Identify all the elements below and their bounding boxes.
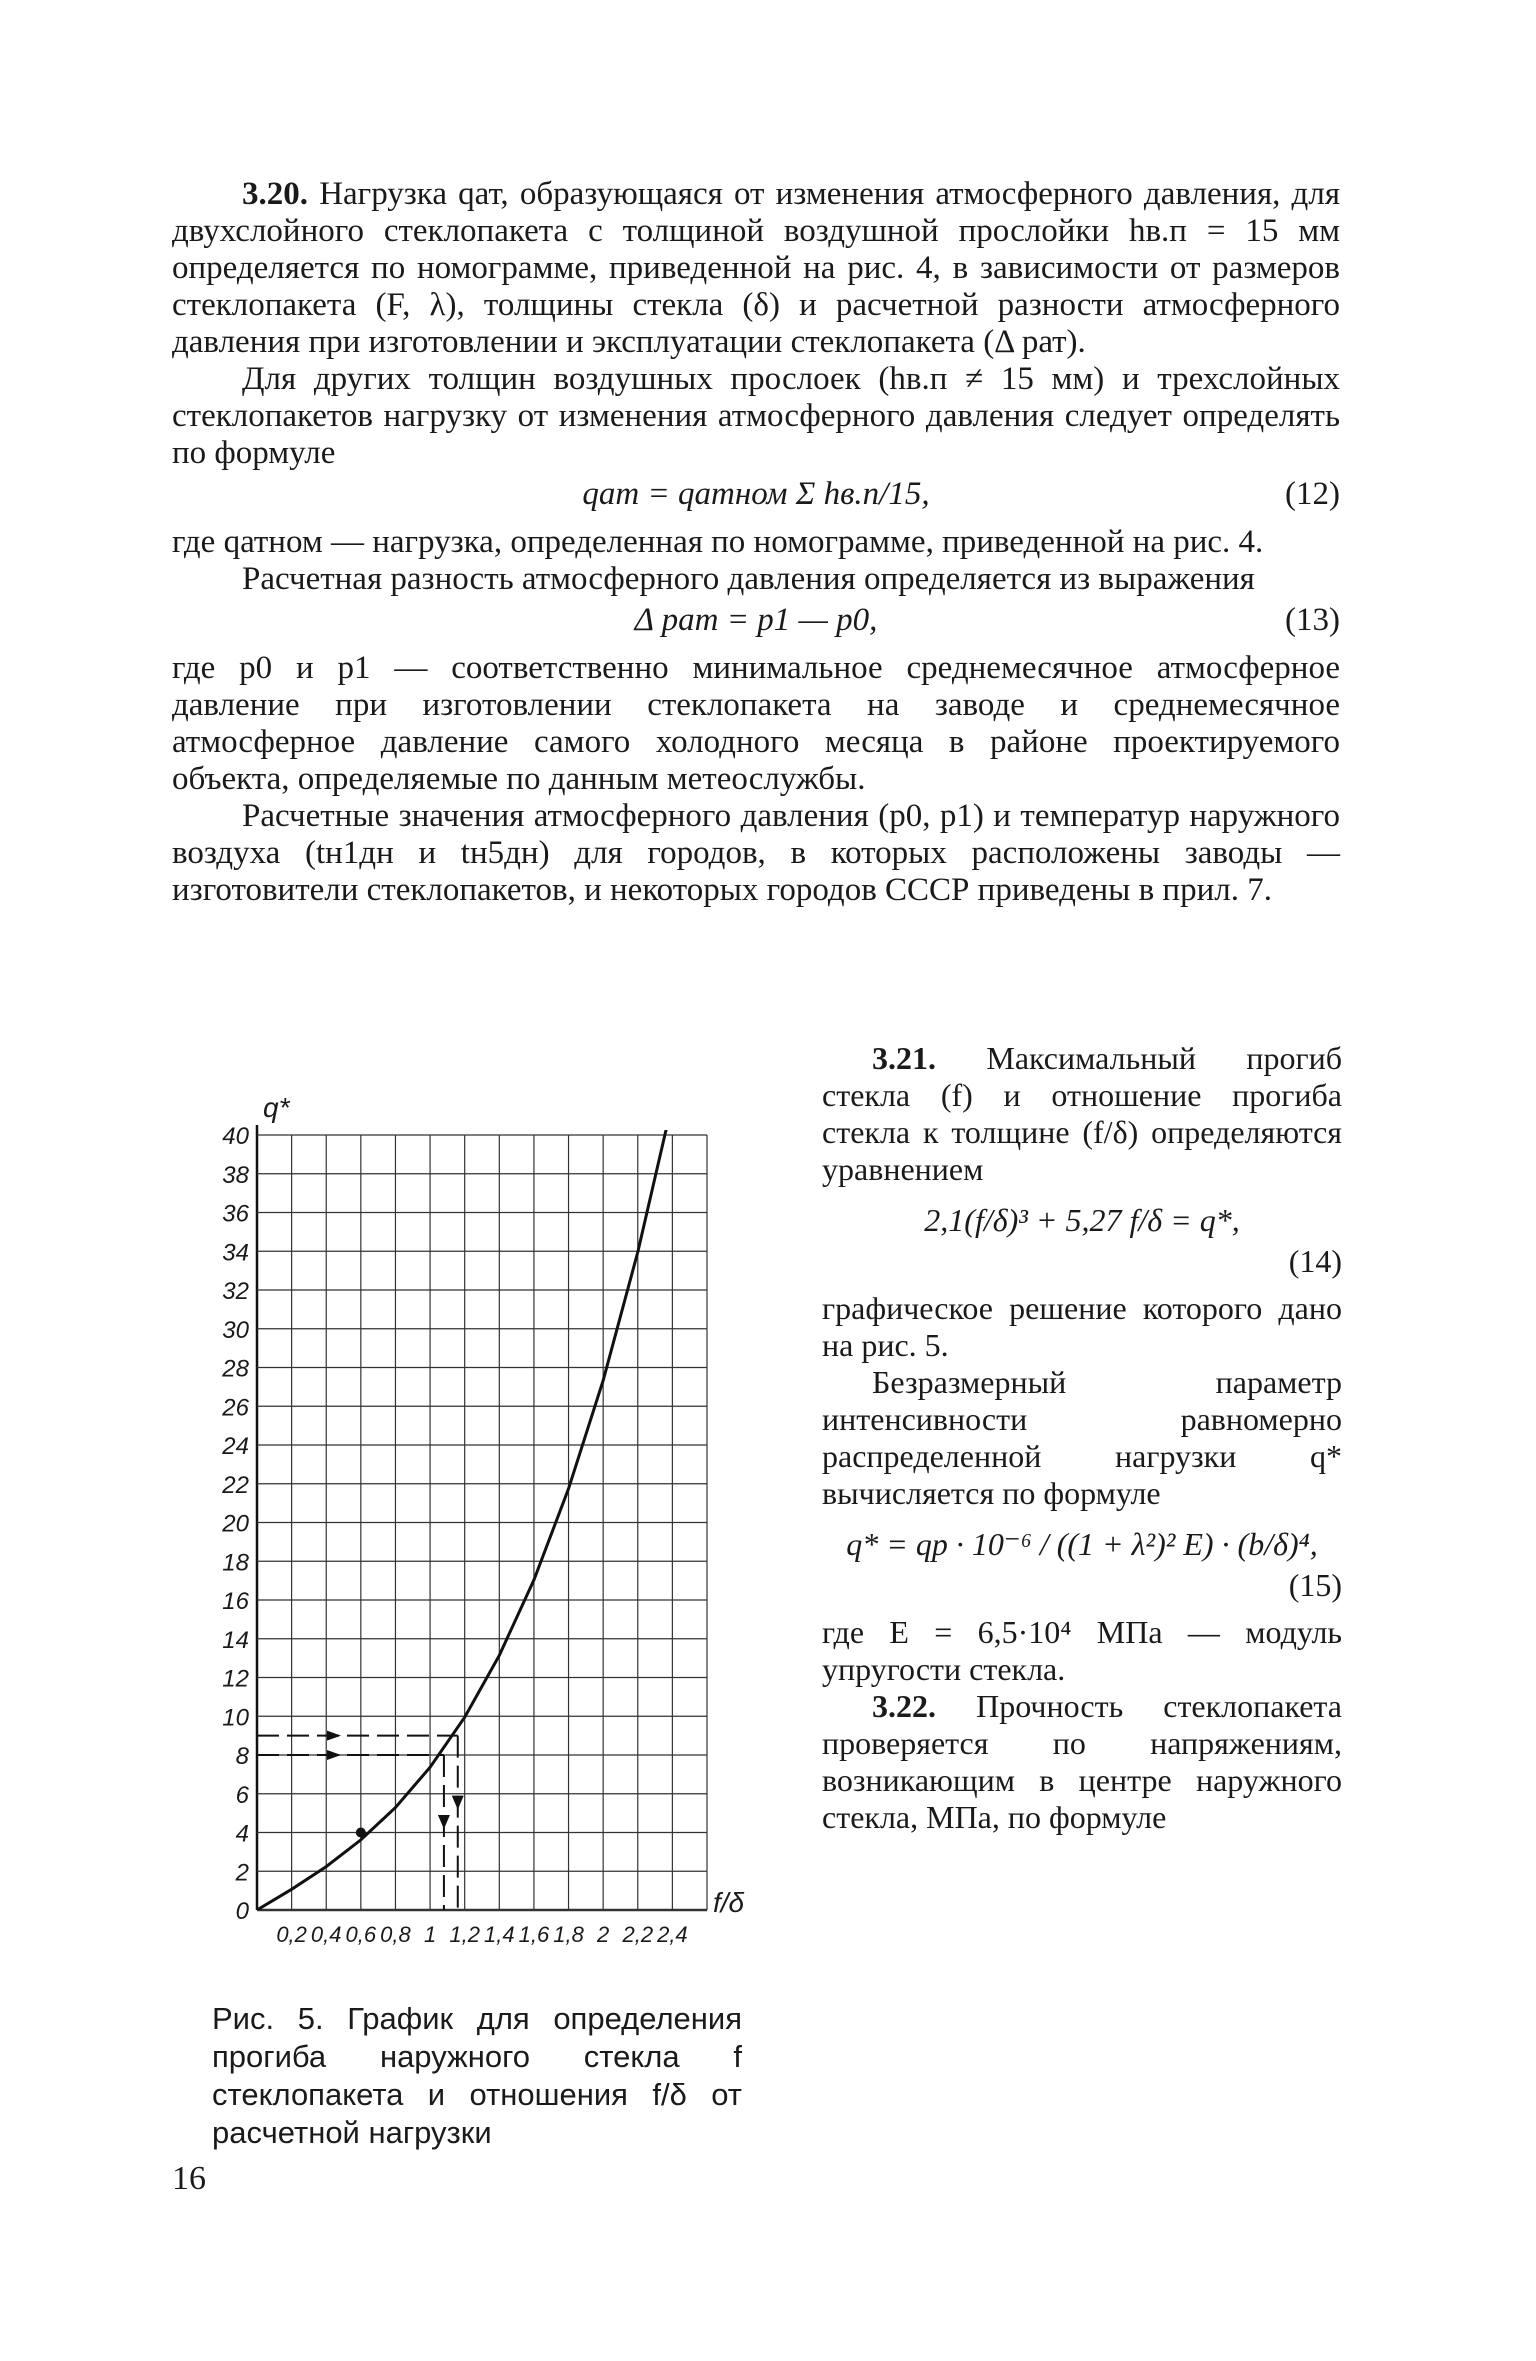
chart-y-label: q* [263,1092,290,1123]
y-tick-label: 18 [222,1549,249,1577]
x-tick-label: 2,2 [622,1922,654,1947]
chart-x-label: f/δ [713,1887,745,1918]
y-tick-label: 32 [222,1278,249,1305]
x-tick-label: 1 [423,1922,437,1947]
y-tick-label: 14 [222,1626,249,1654]
y-tick-label: 6 [235,1781,249,1809]
y-tick-label: 4 [235,1820,249,1848]
paragraph-320-3: где qатном — нагрузка, определенная по номограмме, приведенной на рис. 4. [172,524,1264,560]
y-tick-label: 12 [222,1665,249,1693]
paragraph-320-1 [172,176,1340,361]
guide-arrow-right [327,1731,341,1741]
text-321-1: Максимальный прогиб стекла (f) и отношение прогиба стекла к толщине (f/δ) определяются уравнением [822,1040,1342,1187]
text-322-1: Прочность стеклопакета проверяется по напряжениям, возникающим в центре наружного стекла, МПа, по формуле [822,1688,1342,1835]
x-tick-label: 2,4 [657,1922,688,1947]
x-tick-label: 2 [597,1922,610,1947]
y-tick-label: 24 [222,1433,249,1460]
formula-14-number: (14) [1288,1243,1342,1279]
guide-arrow-right [327,1750,341,1760]
x-tick-label: 0,6 [345,1922,377,1947]
y-tick-label: 38 [222,1161,249,1189]
section-number-320: 3.20. [242,176,308,212]
paragraph-320-6: Расчетные значения атмосферного давления (p0, p1) и температур наружного воздуха (tн1дн и tн5дн) для городов, в которых расположены заводы — изготовители стеклопакетов, и некоторых городов СССР приведены в прил. 7. [172,798,1340,908]
x-tick-label: 0,4 [310,1922,342,1947]
paragraph-322-1 [822,1688,1342,1836]
x-tick-label: 1,6 [518,1922,550,1947]
paragraph-321-3: Безразмерный параметр интенсивности равномерно распределенной нагрузки q* вычисляется по формуле [822,1364,1342,1511]
guide-arrow-down [452,1796,464,1810]
y-tick-label: 8 [235,1743,249,1770]
paragraph-320-4: Расчетная разность атмосферного давления определяется из выражения [242,561,1255,597]
paragraph-321-1 [822,1040,1342,1188]
section-number-322: 3.22. [872,1688,936,1724]
paragraph-321-4: где E = 6,5·10⁴ МПа — модуль упругости стекла. [822,1614,1342,1687]
formula-15-number: (15) [1288,1567,1342,1603]
y-tick-label: 28 [222,1355,249,1383]
text-320-1: Нагрузка qат, образующаяся от изменения атмосферного давления, для двухслойного стеклопакета с толщиной воздушной прослойки hв.п = 15 мм определяется по номограмме, приведенной на рис. 4, в зависимости от размеров стеклопакета (F, λ), толщины стекла (δ) и расчетной разности атмосферного давления при изготовлении и эксплуатации стеклопакета (Δ pат). [172,176,1340,360]
y-tick-label: 22 [222,1471,249,1499]
section-number-321: 3.21. [872,1040,936,1076]
chart-x-ticks [276,1922,687,1947]
formula-14-expression: 2,1(f/δ)³ + 5,27 f/δ = q*, [924,1202,1240,1238]
right-text-column [822,1040,1342,1836]
formula-15-expression: q* = qр · 10⁻⁶ / ((1 + λ²)² E) · (b/δ)⁴, [846,1526,1318,1562]
y-tick-label: 40 [222,1123,249,1150]
x-tick-label: 0,2 [276,1922,307,1947]
chart-y-ticks [221,1123,249,1925]
formula-13-number: (13) [1285,602,1340,638]
y-tick-label: 30 [222,1316,249,1344]
formula-12-expression: qат = qатном Σ hв.п/15, [582,476,930,512]
y-tick-label: 10 [222,1704,249,1732]
main-text-column [172,176,1340,909]
y-tick-label: 0 [235,1898,249,1925]
y-tick-label: 2 [235,1859,249,1887]
paragraph-321-2: графическое решение которого дано на рис. 5. [822,1290,1342,1363]
y-tick-label: 34 [222,1239,249,1267]
x-tick-label: 1,8 [553,1922,584,1947]
x-tick-label: 0,8 [380,1922,411,1947]
guide-arrow-down [438,1815,450,1829]
paragraph-320-5: где p0 и p1 — соответственно минимальное среднемесячное атмосферное давление при изготовлении стеклопакета на заводе и среднемесячное атмосферное давление самого холодного месяца в районе проектируемого объекта, определяемые по данным метеослужбы. [172,650,1340,797]
y-tick-label: 16 [222,1588,249,1615]
formula-13 [172,602,1340,646]
x-tick-label: 1,2 [449,1922,480,1947]
y-tick-label: 26 [222,1394,249,1422]
y-tick-label: 36 [222,1200,249,1228]
figure-caption: Рис. 5. График для определения прогиба наружного стекла f стеклопакета и отношения f/δ от расчетной нагрузки [212,2001,742,2150]
y-tick-label: 20 [222,1510,249,1538]
deflection-chart [212,1085,752,1965]
formula-13-expression: Δ pат = p1 — p0, [634,602,878,638]
page-number: 16 [172,2160,206,2197]
formula-12 [172,476,1340,520]
paragraph-320-2: Для других толщин воздушных прослоек (hв.п ≠ 15 мм) и трехслойных стеклопакетов нагрузку от изменения атмосферного давления следует определять по формуле [172,361,1340,471]
formula-12-number: (12) [1285,476,1340,512]
x-tick-label: 1,4 [484,1922,515,1947]
